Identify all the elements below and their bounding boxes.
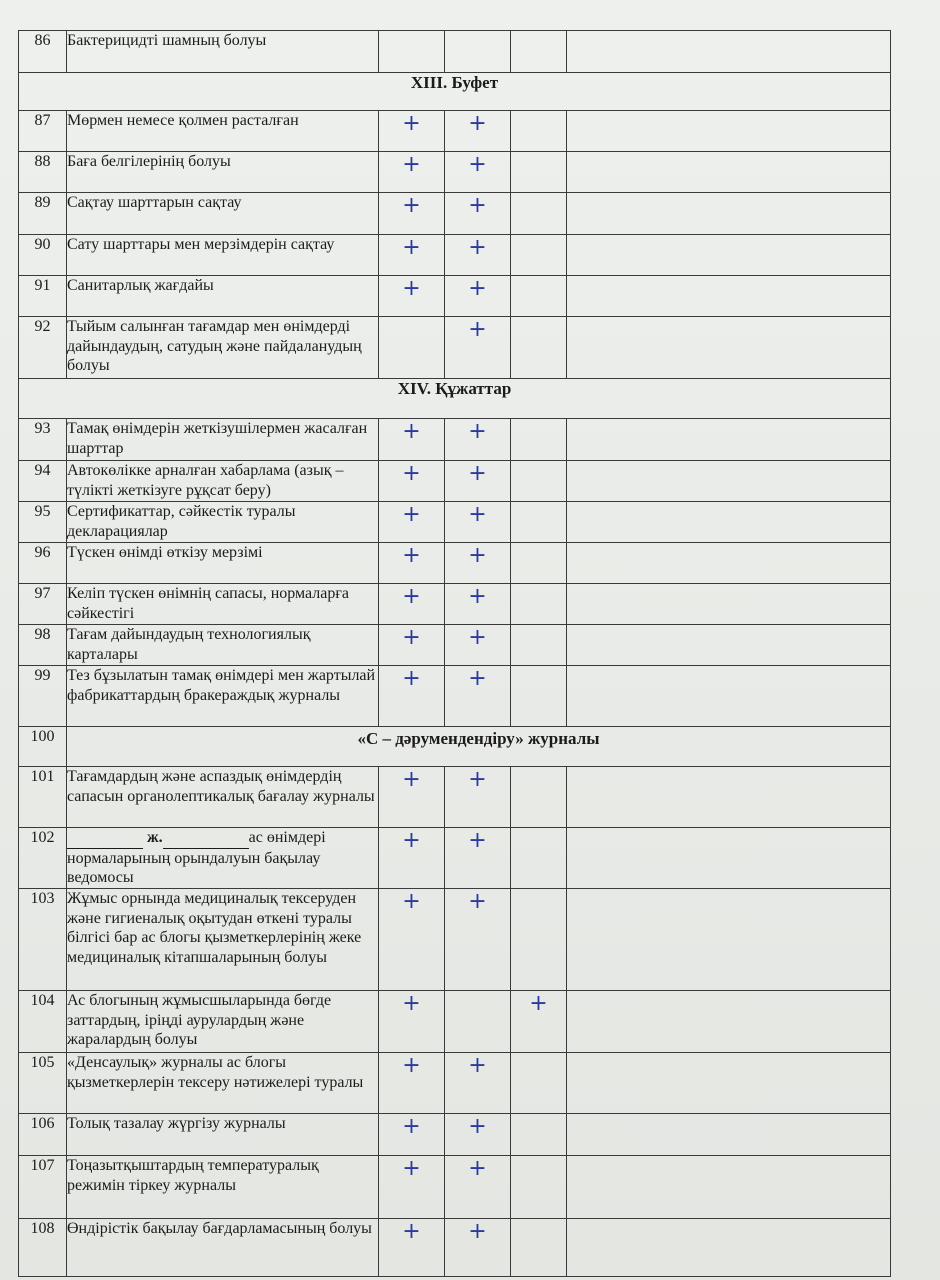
section-row bbox=[19, 73, 891, 111]
row-number: 95 bbox=[19, 502, 67, 543]
row-text: Сақтау шарттарын сақтау bbox=[67, 193, 379, 235]
mark-cell: + bbox=[445, 152, 511, 193]
table-row bbox=[19, 543, 891, 584]
mark-cell: + bbox=[445, 1114, 511, 1156]
mark-cell: + bbox=[445, 502, 511, 543]
row-text bbox=[67, 828, 379, 889]
mark-cell bbox=[511, 235, 567, 276]
table-row bbox=[19, 152, 891, 193]
row-number: 92 bbox=[19, 317, 67, 379]
row-text: Автокөлікке арналған хабарлама (азық – түлікті жеткізуге рұқсат беру) bbox=[67, 461, 379, 502]
mark-cell: + bbox=[445, 1156, 511, 1219]
row-text: Бактерицидті шамның болуы bbox=[67, 31, 379, 73]
mark-cell: + bbox=[445, 317, 511, 379]
row-number: 99 bbox=[19, 666, 67, 727]
table-row bbox=[19, 235, 891, 276]
section-row bbox=[19, 379, 891, 419]
table-row bbox=[19, 276, 891, 317]
mark-cell: + bbox=[379, 889, 445, 991]
mark-cell: + bbox=[379, 235, 445, 276]
note-cell bbox=[567, 767, 891, 828]
row-number: 97 bbox=[19, 584, 67, 625]
row-text: Тағам дайындаудың технологиялық карталары bbox=[67, 625, 379, 666]
note-cell bbox=[567, 1053, 891, 1114]
table-row bbox=[19, 1219, 891, 1277]
journal-heading: «С – дәрумендендіру» журналы bbox=[67, 727, 891, 767]
year-abbr: ж. bbox=[143, 829, 163, 846]
mark-cell: + bbox=[511, 991, 567, 1053]
note-cell bbox=[567, 991, 891, 1053]
row-number: 86 bbox=[19, 31, 67, 73]
row-text: Ас блогының жұмысшыларында бөгде заттардың, іріңді аурулардың және жаралардың болуы bbox=[67, 991, 379, 1053]
note-cell bbox=[567, 666, 891, 727]
blank-line bbox=[67, 828, 143, 849]
table-row bbox=[19, 193, 891, 235]
row-text-tail: ас өнімдері нормаларының орындалуын бақылау ведомосы bbox=[67, 829, 326, 887]
table-row bbox=[19, 461, 891, 502]
mark-cell: + bbox=[445, 419, 511, 461]
mark-cell bbox=[511, 317, 567, 379]
mark-cell bbox=[511, 828, 567, 889]
note-cell bbox=[567, 31, 891, 73]
mark-cell: + bbox=[379, 193, 445, 235]
table-row bbox=[19, 31, 891, 73]
mark-cell: + bbox=[379, 502, 445, 543]
row-number: 91 bbox=[19, 276, 67, 317]
row-text: Санитарлық жағдайы bbox=[67, 276, 379, 317]
note-cell bbox=[567, 152, 891, 193]
row-number: 101 bbox=[19, 767, 67, 828]
table-row bbox=[19, 625, 891, 666]
note-cell bbox=[567, 235, 891, 276]
row-number: 106 bbox=[19, 1114, 67, 1156]
mark-cell: + bbox=[445, 828, 511, 889]
row-text: Келіп түскен өнімнің сапасы, нормаларға сәйкестігі bbox=[67, 584, 379, 625]
inspection-checklist-page bbox=[18, 30, 892, 1277]
table-row bbox=[19, 727, 891, 767]
mark-cell: + bbox=[445, 1219, 511, 1277]
mark-cell bbox=[511, 666, 567, 727]
row-text: Жұмыс орнында медициналық тексеруден және гигиеналық оқытудан өткені туралы білгісі бар ас блогы қызметкерлерінің жеке медициналық кітапшаларының болуы bbox=[67, 889, 379, 991]
row-number: 104 bbox=[19, 991, 67, 1053]
row-text: Сату шарттары мен мерзімдерін сақтау bbox=[67, 235, 379, 276]
section-heading: XIII. Буфет bbox=[19, 73, 891, 111]
mark-cell bbox=[511, 543, 567, 584]
mark-cell bbox=[511, 889, 567, 991]
mark-cell: + bbox=[379, 666, 445, 727]
table-row bbox=[19, 317, 891, 379]
row-text: Тағамдардың және аспаздық өнімдердің сапасын органолептикалық бағалау журналы bbox=[67, 767, 379, 828]
mark-cell bbox=[511, 1114, 567, 1156]
row-number: 96 bbox=[19, 543, 67, 584]
row-text: Толық тазалау жүргізу журналы bbox=[67, 1114, 379, 1156]
mark-cell bbox=[511, 111, 567, 152]
mark-cell bbox=[511, 152, 567, 193]
mark-cell: + bbox=[445, 889, 511, 991]
mark-cell bbox=[445, 31, 511, 73]
mark-cell bbox=[379, 31, 445, 73]
mark-cell: + bbox=[445, 666, 511, 727]
row-number: 105 bbox=[19, 1053, 67, 1114]
row-text: Тез бұзылатын тамақ өнімдері мен жартылай фабрикаттардың бракераждық журналы bbox=[67, 666, 379, 727]
row-number: 103 bbox=[19, 889, 67, 991]
row-number: 93 bbox=[19, 419, 67, 461]
note-cell bbox=[567, 193, 891, 235]
note-cell bbox=[567, 1156, 891, 1219]
section-heading: XIV. Құжаттар bbox=[19, 379, 891, 419]
mark-cell bbox=[511, 502, 567, 543]
mark-cell: + bbox=[445, 584, 511, 625]
row-text: «Денсаулық» журналы ас блогы қызметкерлерін тексеру нәтижелері туралы bbox=[67, 1053, 379, 1114]
note-cell bbox=[567, 276, 891, 317]
note-cell bbox=[567, 461, 891, 502]
mark-cell bbox=[511, 31, 567, 73]
mark-cell: + bbox=[379, 828, 445, 889]
table-row bbox=[19, 584, 891, 625]
mark-cell: + bbox=[379, 461, 445, 502]
row-number: 98 bbox=[19, 625, 67, 666]
mark-cell bbox=[511, 1156, 567, 1219]
note-cell bbox=[567, 889, 891, 991]
note-cell bbox=[567, 502, 891, 543]
mark-cell: + bbox=[379, 584, 445, 625]
row-number: 87 bbox=[19, 111, 67, 152]
checklist-table bbox=[18, 30, 891, 1277]
mark-cell: + bbox=[445, 111, 511, 152]
mark-cell: + bbox=[379, 625, 445, 666]
row-text: Түскен өнімді өткізу мерзімі bbox=[67, 543, 379, 584]
row-number: 100 bbox=[19, 727, 67, 767]
row-text: Тыйым салынған тағамдар мен өнімдерді дайындаудың, сатудың және пайдаланудың болуы bbox=[67, 317, 379, 379]
table-row bbox=[19, 828, 891, 889]
row-number: 108 bbox=[19, 1219, 67, 1277]
mark-cell: + bbox=[379, 419, 445, 461]
blank-line bbox=[163, 828, 249, 849]
mark-cell: + bbox=[445, 1053, 511, 1114]
table-row bbox=[19, 767, 891, 828]
row-text: Өндірістік бақылау бағдарламасының болуы bbox=[67, 1219, 379, 1277]
row-number: 94 bbox=[19, 461, 67, 502]
note-cell bbox=[567, 317, 891, 379]
note-cell bbox=[567, 828, 891, 889]
row-number: 102 bbox=[19, 828, 67, 889]
note-cell bbox=[567, 111, 891, 152]
mark-cell: + bbox=[445, 625, 511, 666]
mark-cell bbox=[511, 276, 567, 317]
mark-cell: + bbox=[379, 1053, 445, 1114]
row-number: 88 bbox=[19, 152, 67, 193]
row-text: Мөрмен немесе қолмен расталған bbox=[67, 111, 379, 152]
table-row bbox=[19, 1114, 891, 1156]
note-cell bbox=[567, 419, 891, 461]
row-text: Баға белгілерінің болуы bbox=[67, 152, 379, 193]
table-row bbox=[19, 1053, 891, 1114]
mark-cell: + bbox=[445, 235, 511, 276]
mark-cell bbox=[445, 991, 511, 1053]
mark-cell bbox=[511, 584, 567, 625]
mark-cell: + bbox=[445, 543, 511, 584]
mark-cell: + bbox=[445, 276, 511, 317]
row-number: 107 bbox=[19, 1156, 67, 1219]
table-row bbox=[19, 502, 891, 543]
table-row bbox=[19, 991, 891, 1053]
mark-cell: + bbox=[379, 111, 445, 152]
mark-cell bbox=[511, 1219, 567, 1277]
note-cell bbox=[567, 543, 891, 584]
row-number: 89 bbox=[19, 193, 67, 235]
mark-cell: + bbox=[379, 543, 445, 584]
mark-cell bbox=[511, 625, 567, 666]
mark-cell: + bbox=[379, 1114, 445, 1156]
row-text: Тамақ өнімдерін жеткізушілермен жасалған шарттар bbox=[67, 419, 379, 461]
row-text: Тоңазытқыштардың температуралық режимін тіркеу журналы bbox=[67, 1156, 379, 1219]
table-row bbox=[19, 111, 891, 152]
mark-cell: + bbox=[445, 193, 511, 235]
mark-cell: + bbox=[379, 1219, 445, 1277]
note-cell bbox=[567, 1219, 891, 1277]
table-row bbox=[19, 889, 891, 991]
mark-cell bbox=[379, 317, 445, 379]
mark-cell bbox=[511, 767, 567, 828]
mark-cell bbox=[511, 193, 567, 235]
mark-cell bbox=[511, 1053, 567, 1114]
mark-cell: + bbox=[379, 276, 445, 317]
mark-cell: + bbox=[379, 1156, 445, 1219]
mark-cell: + bbox=[445, 767, 511, 828]
mark-cell: + bbox=[379, 767, 445, 828]
row-text: Сертификаттар, сәйкестік туралы декларациялар bbox=[67, 502, 379, 543]
note-cell bbox=[567, 584, 891, 625]
row-number: 90 bbox=[19, 235, 67, 276]
mark-cell bbox=[511, 419, 567, 461]
table-row bbox=[19, 419, 891, 461]
note-cell bbox=[567, 1114, 891, 1156]
mark-cell: + bbox=[379, 991, 445, 1053]
mark-cell bbox=[511, 461, 567, 502]
mark-cell: + bbox=[445, 461, 511, 502]
mark-cell: + bbox=[379, 152, 445, 193]
note-cell bbox=[567, 625, 891, 666]
table-row bbox=[19, 1156, 891, 1219]
table-row bbox=[19, 666, 891, 727]
